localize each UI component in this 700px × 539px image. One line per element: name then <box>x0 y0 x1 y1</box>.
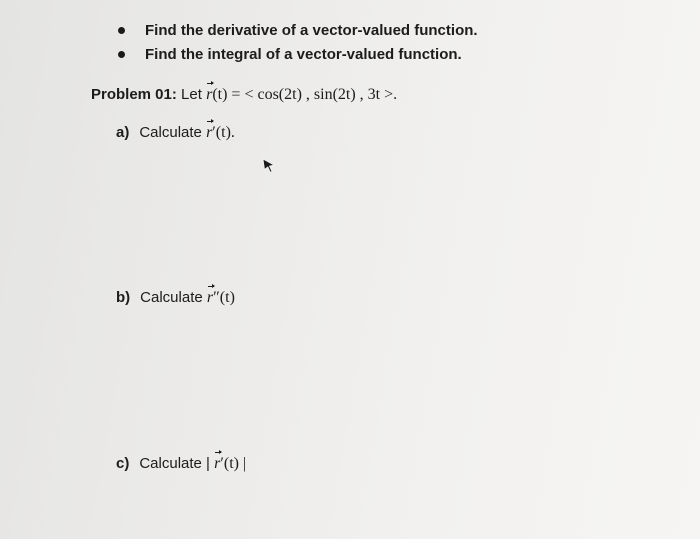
objective-text: Find the derivative of a vector-valued function. <box>145 22 478 40</box>
vector-r: r <box>206 86 213 103</box>
bullet-icon <box>118 27 125 34</box>
problem-label: Problem 01: <box>91 86 177 103</box>
part-suffix: ″(t) <box>213 289 235 306</box>
part-text: Calculate | <box>139 455 210 472</box>
part-suffix: ′(t). <box>212 124 235 141</box>
part-text: Calculate <box>139 124 202 141</box>
bullet-icon <box>118 51 125 58</box>
objective-item <box>118 21 478 41</box>
vector-r: r <box>206 289 214 306</box>
problem-definition: = < cos(2t) , sin(2t) , 3t >. <box>231 86 398 103</box>
objective-text: Find the integral of a vector-valued function. <box>145 46 462 64</box>
part-c <box>116 454 246 474</box>
part-b <box>116 288 235 308</box>
part-letter: a) <box>116 124 130 141</box>
vector-r: r <box>214 455 221 472</box>
part-letter: b) <box>116 289 131 306</box>
part-text: Calculate <box>140 289 203 306</box>
problem-equation <box>206 86 397 103</box>
part-a <box>116 123 235 143</box>
problem-arg: (t) <box>212 86 228 103</box>
part-suffix: ′(t) | <box>220 455 247 472</box>
problem-statement <box>91 85 397 105</box>
problem-let: Let <box>181 86 202 103</box>
objective-item <box>118 45 462 65</box>
mouse-pointer-icon <box>262 158 276 174</box>
part-letter: c) <box>116 455 130 472</box>
vector-r: r <box>206 124 213 141</box>
